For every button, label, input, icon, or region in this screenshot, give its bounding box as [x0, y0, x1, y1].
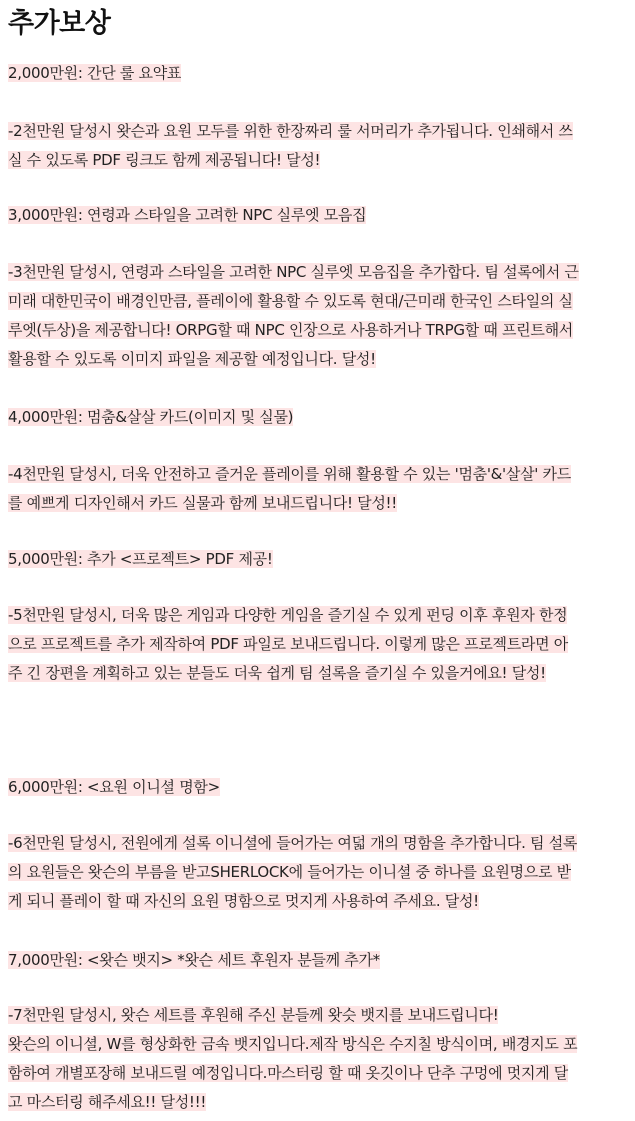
description-line: -3천만원 달성시, 연령과 스타일을 고려한 NPC 실루엣 모음집을 추가합다. 팀 설록에서 근: [8, 263, 579, 281]
tier-description-4000: [8, 460, 627, 518]
description-line: -6천만원 달성시, 전원에게 설록 이니셜에 들어가는 여덟 개의 명함을 추가합니다. 팀 설록: [8, 834, 578, 852]
description-line: 왓슨의 이니셜, W를 형상화한 금속 뱃지입니다.제작 방식은 수지칠 방식이며, 배경지도 포: [8, 1035, 578, 1053]
article: [8, 0, 627, 1111]
description-line: 으로 프로젝트를 추가 제작하여 PDF 파일로 보내드립니다. 이렇게 많은 프로젝트라면 아: [8, 635, 568, 653]
tier-heading-text: 7,000만원: <왓슨 뱃지> *왓슨 세트 후원자 분들께 추가*: [8, 951, 380, 969]
tier-heading-text: 4,000만원: 멈춤&살살 카드(이미지 및 실물): [8, 408, 294, 426]
tier-heading-4000: [8, 403, 627, 432]
description-line: -5천만원 달성시, 더욱 많은 게임과 다양한 게임을 즐기실 수 있게 펀딩 이후 후원자 한정: [8, 606, 568, 624]
page-title: 추가보상: [8, 8, 111, 39]
tier-heading-7000: [8, 946, 627, 975]
tier-description-2000: [8, 117, 627, 175]
description-line: 활용할 수 있도록 이미지 파일을 제공할 예정입니다. 달성!: [8, 350, 376, 368]
tier-heading-6000: [8, 773, 627, 802]
description-line: 의 요원들은 왓슨의 부름을 받고SHERLOCK에 들어가는 이니셜 중 하나를 요원명으로 받: [8, 863, 571, 881]
description-line: 함하여 개별포장해 보내드릴 예정입니다.마스터링 할 때 옷깃이나 단추 구멍에 멋지게 달: [8, 1064, 568, 1082]
tier-heading-text: 3,000만원: 연령과 스타일을 고려한 NPC 실루엣 모음집: [8, 206, 367, 224]
description-line: 주 긴 장편을 계획하고 있는 분들도 더욱 쉽게 팀 설록을 즐기실 수 있을거에요! 달성!: [8, 664, 546, 682]
tier-description-6000: [8, 829, 627, 916]
tier-description-3000: [8, 258, 627, 374]
tier-description-7000: [8, 1001, 627, 1117]
description-line: -7천만원 달성시, 왓슨 세트를 후원해 주신 분들께 왓슷 뱃지를 보내드립니다!: [8, 1006, 499, 1024]
description-line: 미래 대한민국이 배경인만큼, 플레이에 활용할 수 있도록 현대/근미래 한국인 스타일의 실: [8, 292, 573, 310]
tier-description-5000: [8, 601, 627, 688]
tier-heading-text: 2,000만원: 간단 룰 요약표: [8, 64, 182, 82]
tier-heading-2000: [8, 59, 627, 88]
tier-heading-text: 5,000만원: 추가 <프로젝트> PDF 제공!: [8, 550, 273, 568]
tier-heading-3000: [8, 201, 627, 230]
description-line: 게 되니 플레이 할 때 자신의 요원 명함으로 멋지게 사용하여 주세요. 달성!: [8, 892, 479, 910]
tier-heading-5000: [8, 545, 627, 574]
tier-heading-text: 6,000만원: <요원 이니셜 명함>: [8, 778, 220, 796]
description-line: 를 예쁘게 디자인해서 카드 실물과 함께 보내드립니다! 달성!!: [8, 494, 397, 512]
description-line: -2천만원 달성시 왓슨과 요원 모두를 위한 한장짜리 룰 서머리가 추가됩니다. 인쇄해서 쓰: [8, 122, 573, 140]
description-line: -4천만원 달성시, 더욱 안전하고 즐거운 플레이를 위해 활용할 수 있는 '멈춤'&'살살' 카드: [8, 465, 571, 483]
description-line: 고 마스터링 해주세요!! 달성!!!: [8, 1093, 207, 1111]
description-line: 실 수 있도록 PDF 링크도 함께 제공됩니다! 달성!: [8, 151, 321, 169]
description-line: 루엣(두상)을 제공합니다! ORPG할 때 NPC 인장으로 사용하거나 TRPG할 때 프린트해서: [8, 321, 573, 339]
